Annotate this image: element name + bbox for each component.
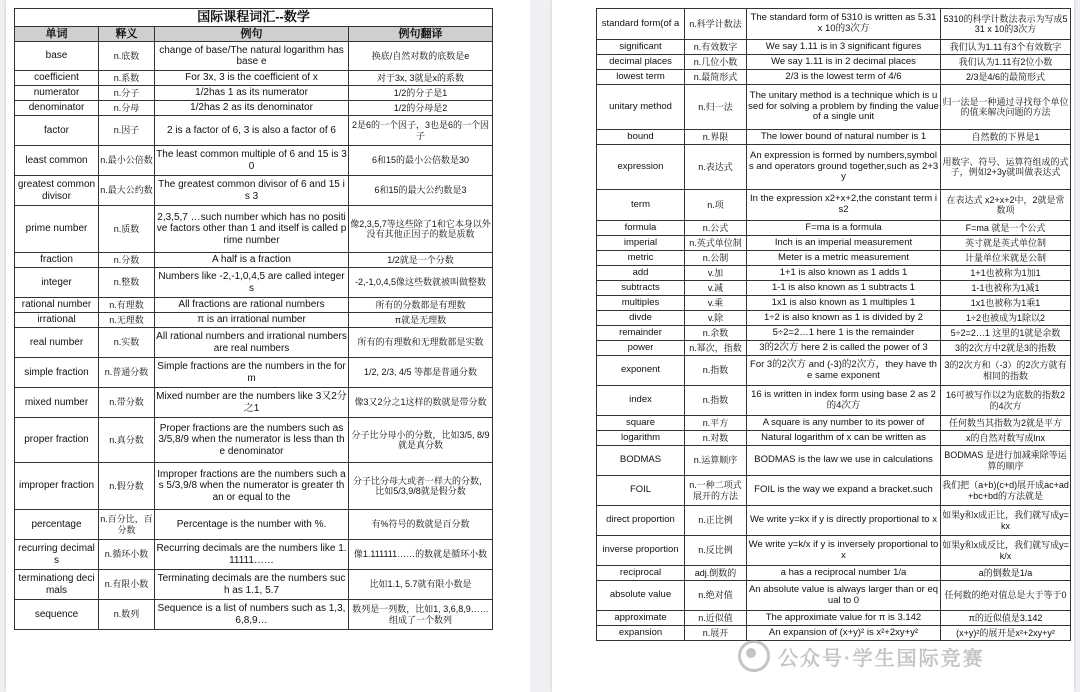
cell-meaning: n.指数	[685, 356, 747, 386]
table-row	[597, 416, 1071, 431]
header-translation: 例句翻译	[349, 27, 493, 42]
table-row	[15, 328, 493, 358]
cell-word: greatest common divisor	[15, 176, 99, 206]
cell-example: FOIL is the way we expand a bracket.such	[747, 476, 941, 506]
cell-example: Terminating decimals are the numbers such as 1.1, 5.7	[155, 570, 349, 600]
table-row	[597, 341, 1071, 356]
cell-word: remainder	[597, 326, 685, 341]
table-row	[597, 611, 1071, 626]
cell-example: Recurring decimals are the numbers like 1.11111……	[155, 540, 349, 570]
cell-example: The greatest common divisor of 6 and 15 is 3	[155, 176, 349, 206]
cell-meaning: v.加	[685, 266, 747, 281]
cell-meaning: n.展开	[685, 626, 747, 641]
cell-word: integer	[15, 268, 99, 298]
cell-example: A half is a fraction	[155, 253, 349, 268]
cell-meaning: n.公制	[685, 251, 747, 266]
cell-example: 16 is written in index form using base 2 as 2的4次方	[747, 386, 941, 416]
cell-word: expression	[597, 145, 685, 190]
cell-translation: 如果y和x成反比，我们就写成y=k/x	[941, 536, 1071, 566]
cell-translation: 换底/自然对数的底数是e	[349, 42, 493, 71]
cell-word: recurring decimals	[15, 540, 99, 570]
cell-word: terminationg decimals	[15, 570, 99, 600]
cell-word: coefficient	[15, 71, 99, 86]
table-row	[597, 145, 1071, 190]
table-row	[15, 313, 493, 328]
table-row	[15, 570, 493, 600]
table-row	[597, 55, 1071, 70]
cell-example: We say 1.11 is in 3 significant figures	[747, 40, 941, 55]
cell-translation: 归一法是一种通过寻找每个单位的值来解决问题的方法	[941, 85, 1071, 130]
cell-translation: 1÷2也被成为1除以2	[941, 311, 1071, 326]
cell-example: change of base/The natural logarithm has base e	[155, 42, 349, 71]
table-row	[597, 236, 1071, 251]
cell-word: proper fraction	[15, 418, 99, 463]
cell-translation: 比如1.1, 5.7就有限小数是	[349, 570, 493, 600]
cell-meaning: n.项	[685, 190, 747, 221]
cell-example: All fractions are rational numbers	[155, 298, 349, 313]
cell-word: formula	[597, 221, 685, 236]
cell-meaning: n.分数	[99, 253, 155, 268]
cell-example: a has a reciprocal number 1/a	[747, 566, 941, 581]
cell-meaning: n.普通分数	[99, 358, 155, 388]
header-meaning: 释义	[99, 27, 155, 42]
cell-word: reciprocal	[597, 566, 685, 581]
cell-example: Sequence is a list of numbers such as 1,3,6,8,9…	[155, 600, 349, 630]
cell-translation: 任何数的绝对值总是大于等于0	[941, 581, 1071, 611]
table-row	[15, 206, 493, 253]
cell-translation: a的倒数是1/a	[941, 566, 1071, 581]
cell-word: improper fraction	[15, 463, 99, 510]
cell-translation: 英寸就是英式单位制	[941, 236, 1071, 251]
cell-meaning: n.底数	[99, 42, 155, 71]
cell-word: mixed number	[15, 388, 99, 418]
cell-translation: 像3又2分之1这样的数就是带分数	[349, 388, 493, 418]
cell-word: numerator	[15, 86, 99, 101]
table-row	[597, 130, 1071, 145]
right-table-body	[597, 9, 1071, 641]
cell-word: significant	[597, 40, 685, 55]
cell-meaning: n.幂次，指数	[685, 341, 747, 356]
cell-word: expansion	[597, 626, 685, 641]
cell-meaning: n.绝对值	[685, 581, 747, 611]
cell-word: base	[15, 42, 99, 71]
cell-translation: π的近似值是3.142	[941, 611, 1071, 626]
cell-example: Simple fractions are the numbers in the form	[155, 358, 349, 388]
cell-meaning: v.除	[685, 311, 747, 326]
cell-word: BODMAS	[597, 446, 685, 476]
table-row	[597, 296, 1071, 311]
cell-example: 3的2次方 here 2 is called the power of 3	[747, 341, 941, 356]
cell-meaning: n.无理数	[99, 313, 155, 328]
cell-translation: 所有的有理数和无理数都是实数	[349, 328, 493, 358]
cell-word: denominator	[15, 101, 99, 116]
page-left	[6, 0, 530, 692]
cell-meaning: n.最简形式	[685, 70, 747, 85]
cell-translation: 16可被写作以2为底数的指数2的4次方	[941, 386, 1071, 416]
cell-example: 1÷2 is also known as 1 is divided by 2	[747, 311, 941, 326]
cell-word: approximate	[597, 611, 685, 626]
table-row	[15, 388, 493, 418]
table-row	[597, 221, 1071, 236]
cell-example: 1/2has 2 as its denominator	[155, 101, 349, 116]
cell-translation: 分子比分母大或者一样大的分数，比如5/3,9/8就是假分数	[349, 463, 493, 510]
cell-translation: 分子比分母小的分数，比如3/5, 8/9就是真分数	[349, 418, 493, 463]
cell-word: irrational	[15, 313, 99, 328]
cell-translation: 1/2的分子是1	[349, 86, 493, 101]
cell-word: rational number	[15, 298, 99, 313]
cell-word: logarithm	[597, 431, 685, 446]
cell-meaning: n.表达式	[685, 145, 747, 190]
cell-word: metric	[597, 251, 685, 266]
cell-meaning: n.公式	[685, 221, 747, 236]
cell-example: F=ma is a formula	[747, 221, 941, 236]
header-example: 例句	[155, 27, 349, 42]
cell-meaning: n.科学计数法	[685, 9, 747, 40]
table-row	[15, 71, 493, 86]
cell-meaning: n.整数	[99, 268, 155, 298]
cell-word: lowest term	[597, 70, 685, 85]
cell-example: Improper fractions are the numbers such as 5/3,9/8 when the numerator is greater than or equal to the	[155, 463, 349, 510]
table-row	[597, 266, 1071, 281]
cell-word: standard form(of a	[597, 9, 685, 40]
cell-translation: 6和15的最小公倍数是30	[349, 146, 493, 176]
cell-translation: 1-1也被称为1减1	[941, 281, 1071, 296]
cell-meaning: n.质数	[99, 206, 155, 253]
cell-word: fraction	[15, 253, 99, 268]
table-row	[15, 600, 493, 630]
cell-meaning: n.百分比，百分数	[99, 510, 155, 540]
table-row	[597, 251, 1071, 266]
cell-word: absolute value	[597, 581, 685, 611]
vocab-table-right	[596, 8, 1071, 641]
table-row	[597, 356, 1071, 386]
cell-example: Percentage is the number with %.	[155, 510, 349, 540]
cell-word: index	[597, 386, 685, 416]
cell-example: Natural logarithm of x can be written as	[747, 431, 941, 446]
cell-word: FOIL	[597, 476, 685, 506]
cell-translation: 1/2的分母是2	[349, 101, 493, 116]
cell-meaning: n.分母	[99, 101, 155, 116]
cell-meaning: n.运算顺序	[685, 446, 747, 476]
cell-example: 5÷2=2…1 here 1 is the remainder	[747, 326, 941, 341]
cell-word: power	[597, 341, 685, 356]
table-title: 国际课程词汇--数学	[15, 9, 493, 27]
page-gap	[530, 0, 552, 692]
table-row	[597, 311, 1071, 326]
cell-example: 1/2has 1 as its numerator	[155, 86, 349, 101]
cell-translation: 有%符号的数就是百分数	[349, 510, 493, 540]
cell-example: Numbers like -2,-1,0,4,5 are called integers	[155, 268, 349, 298]
cell-meaning: n.因子	[99, 116, 155, 146]
cell-word: add	[597, 266, 685, 281]
cell-translation: 任何数当其指数为2就是平方	[941, 416, 1071, 431]
cell-example: A square is any number to its power of	[747, 416, 941, 431]
cell-example: BODMAS is the law we use in calculations	[747, 446, 941, 476]
cell-translation: 用数字、符号、运算符组成的式子，例如2+3y就叫做表达式	[941, 145, 1071, 190]
cell-meaning: adj.倒数的	[685, 566, 747, 581]
cell-example: An absolute value is always larger than or equal to 0	[747, 581, 941, 611]
cell-example: 2 is a factor of 6, 3 is also a factor of 6	[155, 116, 349, 146]
table-title-row	[15, 9, 493, 27]
cell-example: Mixed number are the numbers like 3又2分之1	[155, 388, 349, 418]
cell-example: 2/3 is the lowest term of 4/6	[747, 70, 941, 85]
cell-example: 2,3,5,7 …such number which has no positive factors other than 1 and itself is called prime number	[155, 206, 349, 253]
table-row	[15, 253, 493, 268]
page-right	[552, 0, 1074, 692]
table-row	[597, 85, 1071, 130]
cell-translation: 我们把（a+b)(c+d)展开成ac+ad+bc+bd的方法就是	[941, 476, 1071, 506]
cell-meaning: n.假分数	[99, 463, 155, 510]
cell-meaning: n.对数	[685, 431, 747, 446]
table-row	[597, 476, 1071, 506]
cell-meaning: n.英式单位制	[685, 236, 747, 251]
cell-translation: 所有的分数都是有理数	[349, 298, 493, 313]
table-row	[597, 506, 1071, 536]
cell-word: decimal places	[597, 55, 685, 70]
cell-translation: 1/2就是一个分数	[349, 253, 493, 268]
table-row	[597, 9, 1071, 40]
cell-word: inverse proportion	[597, 536, 685, 566]
cell-translation: (x+y)²的展开是x²+2xy+y²	[941, 626, 1071, 641]
table-row	[597, 281, 1071, 296]
cell-example: The approximate value for π is 3.142	[747, 611, 941, 626]
cell-example: 1x1 is also known as 1 multiples 1	[747, 296, 941, 311]
cell-example: The lower bound of natural number is 1	[747, 130, 941, 145]
cell-translation: x的自然对数写成lnx	[941, 431, 1071, 446]
table-row	[15, 510, 493, 540]
cell-word: divde	[597, 311, 685, 326]
vocab-table-left	[14, 8, 493, 630]
cell-example: All rational numbers and irrational numbers are real numbers	[155, 328, 349, 358]
cell-word: exponent	[597, 356, 685, 386]
cell-word: square	[597, 416, 685, 431]
table-row	[15, 146, 493, 176]
cell-example: Meter is a metric measurement	[747, 251, 941, 266]
cell-meaning: n.有理数	[99, 298, 155, 313]
cell-meaning: n.平方	[685, 416, 747, 431]
cell-word: simple fraction	[15, 358, 99, 388]
cell-translation: 3的2次方和（-3）的2次方就有相同的指数	[941, 356, 1071, 386]
table-row	[597, 431, 1071, 446]
cell-example: In the expression x2+x+2,the constant term is2	[747, 190, 941, 221]
cell-meaning: n.有效数字	[685, 40, 747, 55]
cell-word: factor	[15, 116, 99, 146]
cell-translation: 1x1也被称为1乘1	[941, 296, 1071, 311]
cell-word: subtracts	[597, 281, 685, 296]
cell-translation: 数列是一列数，比如1, 3,6,8,9……组成了一个数列	[349, 600, 493, 630]
table-row	[15, 86, 493, 101]
cell-translation: 计量单位米就是公制	[941, 251, 1071, 266]
table-row	[597, 190, 1071, 221]
table-row	[15, 298, 493, 313]
cell-word: term	[597, 190, 685, 221]
cell-example: An expression is formed by numbers,symbols and operators ground together,such as 2+3y	[747, 145, 941, 190]
cell-meaning: n.最小公倍数	[99, 146, 155, 176]
cell-word: real number	[15, 328, 99, 358]
table-row	[597, 40, 1071, 55]
watermark-text: 公众号·学生国际竞赛	[778, 647, 985, 670]
cell-example: The unitary method is a technique which is used for solving a problem by finding the value of a single unit	[747, 85, 941, 130]
cell-example: Proper fractions are the numbers such as 3/5,8/9 when the numerator is less than the denominator	[155, 418, 349, 463]
cell-meaning: n.真分数	[99, 418, 155, 463]
table-row	[15, 463, 493, 510]
cell-example: 1-1 is also known as 1 subtracts 1	[747, 281, 941, 296]
table-row	[597, 626, 1071, 641]
cell-translation: 2/3是4/6的最简形式	[941, 70, 1071, 85]
cell-word: unitary method	[597, 85, 685, 130]
cell-translation: -2,-1,0,4,5像这些数就被叫做整数	[349, 268, 493, 298]
cell-example: We say 1.11 is in 2 decimal places	[747, 55, 941, 70]
cell-word: least common	[15, 146, 99, 176]
cell-example: The least common multiple of 6 and 15 is 30	[155, 146, 349, 176]
cell-meaning: n.带分数	[99, 388, 155, 418]
cell-translation: F=ma 就是一个公式	[941, 221, 1071, 236]
cell-translation: 5310的科学计数法表示为写成531 x 10的3次方	[941, 9, 1071, 40]
cell-example: The standard form of 5310 is written as 5.31 x 10的3次方	[747, 9, 941, 40]
cell-example: We write y=kx if y is directly proportional to x	[747, 506, 941, 536]
table-row	[597, 326, 1071, 341]
cell-meaning: n.余数	[685, 326, 747, 341]
cell-meaning: n.系数	[99, 71, 155, 86]
cell-meaning: n.归一法	[685, 85, 747, 130]
cell-translation: 我们认为1.11有2位小数	[941, 55, 1071, 70]
cell-example: For 3的2次方 and (-3)的2次方，they have the same exponent	[747, 356, 941, 386]
cell-translation: 在表达式 x2+x+2中，2就是常数项	[941, 190, 1071, 221]
table-row	[15, 418, 493, 463]
table-row	[15, 101, 493, 116]
cell-translation: 如果y和x成正比，我们就写成y=kx	[941, 506, 1071, 536]
cell-meaning: n.实数	[99, 328, 155, 358]
cell-example: We write y=k/x if y is inversely proportional to x	[747, 536, 941, 566]
cell-translation: 1+1也被称为1加1	[941, 266, 1071, 281]
table-row	[15, 540, 493, 570]
cell-translation: 6和15的最大公约数是3	[349, 176, 493, 206]
table-row	[597, 581, 1071, 611]
cell-meaning: n.一种二项式展开的方法	[685, 476, 747, 506]
cell-meaning: n.最大公约数	[99, 176, 155, 206]
cell-word: multiples	[597, 296, 685, 311]
cell-translation: BODMAS 是进行加减乘除等运算的顺序	[941, 446, 1071, 476]
table-row	[597, 536, 1071, 566]
cell-example: Inch is an imperial measurement	[747, 236, 941, 251]
cell-word: percentage	[15, 510, 99, 540]
cell-example: 1+1 is also known as 1 adds 1	[747, 266, 941, 281]
header-word: 单词	[15, 27, 99, 42]
cell-example: An expansion of (x+y)² is x²+2xy+y²	[747, 626, 941, 641]
cell-translation: 自然数的下界是1	[941, 130, 1071, 145]
cell-meaning: n.数列	[99, 600, 155, 630]
cell-meaning: n.有限小数	[99, 570, 155, 600]
table-row	[597, 70, 1071, 85]
table-row	[15, 358, 493, 388]
cell-meaning: n.几位小数	[685, 55, 747, 70]
cell-translation: 对于3x, 3就是x的系数	[349, 71, 493, 86]
cell-meaning: n.循环小数	[99, 540, 155, 570]
table-row	[597, 446, 1071, 476]
cell-word: sequence	[15, 600, 99, 630]
cell-example: π is an irrational number	[155, 313, 349, 328]
cell-translation: 2是6的一个因子，3也是6的一个因子	[349, 116, 493, 146]
left-table-body	[15, 42, 493, 630]
cell-meaning: n.界限	[685, 130, 747, 145]
cell-translation: 像2,3,5,7等这些除了1和它本身以外没有其他正因子的数是质数	[349, 206, 493, 253]
table-row	[597, 566, 1071, 581]
cell-meaning: v.减	[685, 281, 747, 296]
cell-word: direct proportion	[597, 506, 685, 536]
cell-meaning: n.反比例	[685, 536, 747, 566]
table-row	[15, 116, 493, 146]
table-row	[597, 386, 1071, 416]
cell-meaning: n.分子	[99, 86, 155, 101]
table-row	[15, 42, 493, 71]
table-row	[15, 268, 493, 298]
table-row	[15, 176, 493, 206]
cell-translation: 5÷2=2…1 这里的1就是余数	[941, 326, 1071, 341]
table-header-row	[15, 27, 493, 42]
cell-translation: 像1.111111……的数就是循环小数	[349, 540, 493, 570]
cell-translation: π就是无理数	[349, 313, 493, 328]
cell-meaning: n.正比例	[685, 506, 747, 536]
cell-example: For 3x, 3 is the coefficient of x	[155, 71, 349, 86]
cell-meaning: n.指数	[685, 386, 747, 416]
cell-word: prime number	[15, 206, 99, 253]
cell-word: imperial	[597, 236, 685, 251]
cell-word: bound	[597, 130, 685, 145]
cell-translation: 我们认为1.11有3个有效数字	[941, 40, 1071, 55]
cell-meaning: v.乘	[685, 296, 747, 311]
cell-translation: 3的2次方中2就是3的指数	[941, 341, 1071, 356]
cell-meaning: n.近似值	[685, 611, 747, 626]
cell-translation: 1/2, 2/3, 4/5 等都是普通分数	[349, 358, 493, 388]
